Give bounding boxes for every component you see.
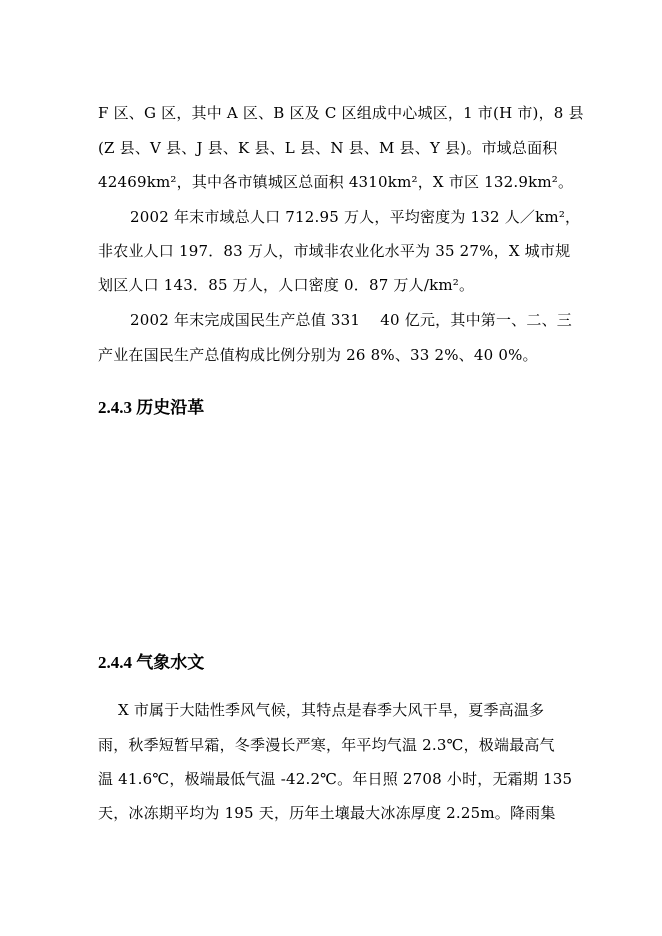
paragraph-line: 划区人口 143．85 万人，人口密度 0．87 万人/km²。 — [98, 276, 475, 294]
paragraph-line: 2002 年末完成国民生产总值 331 40 亿元，其中第一、二、三 — [130, 311, 572, 329]
paragraph-line: 2002 年末市域总人口 712.95 万人，平均密度为 132 人／km²， — [130, 208, 581, 226]
paragraph-line: 产业在国民生产总值构成比例分别为 26 8%、33 2%、40 0%。 — [98, 346, 538, 364]
paragraph-line: X 市属于大陆性季风气候，其特点是春季大风干旱，夏季高温多 — [118, 701, 545, 719]
paragraph-line: 天，冰冻期平均为 195 天，历年土壤最大冰冻厚度 2.25m。降雨集 — [98, 804, 556, 822]
paragraph-line: 42469km²，其中各市镇城区总面积 4310km²，X 市区 132.9km²。 — [98, 173, 574, 191]
paragraph-line: 非农业人口 197．83 万人，市域非农业化水平为 35 27%，X 城市规 — [98, 242, 571, 260]
paragraph-line: 雨，秋季短暂早霜，冬季漫长严寒，年平均气温 2.3℃，极端最高气 — [98, 736, 555, 754]
paragraph-line: F 区、G 区，其中 A 区、B 区及 C 区组成中心城区，1 市(H 市)，8 县 — [98, 104, 584, 122]
paragraph-line: 温 41.6℃，极端最低气温 -42.2℃。年日照 2708 小时，无霜期 135 — [98, 770, 573, 788]
section-heading-climate: 2.4.4 气象水文 — [98, 653, 205, 672]
paragraph-line: (Z 县、V 县、J 县、K 县、L 县、N 县、M 县、Y 县)。市域总面积 — [98, 139, 558, 157]
section-heading-history: 2.4.3 历史沿革 — [98, 398, 205, 417]
